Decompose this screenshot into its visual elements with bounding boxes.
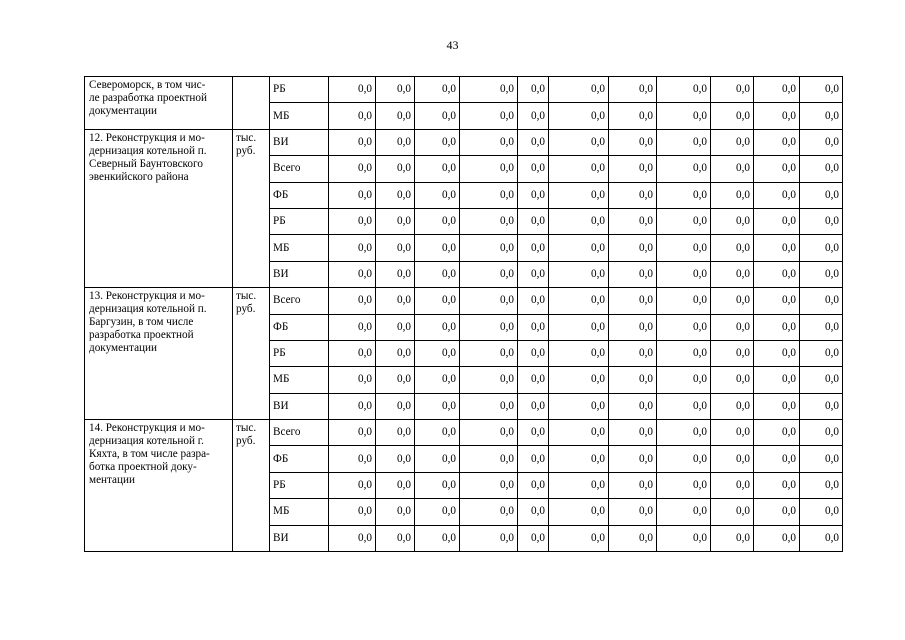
value-cell: 0,0 (609, 393, 657, 419)
value-cell: 0,0 (609, 472, 657, 498)
measure-name-line: эвенкийского района (89, 170, 189, 183)
measure-name-line: 14. Реконструкция и мо- (89, 422, 205, 435)
unit-line: руб. (236, 303, 256, 316)
value-cell: 0,0 (549, 340, 609, 366)
value-cell: 0,0 (518, 129, 549, 155)
value-cell: 0,0 (460, 367, 518, 393)
value-cell: 0,0 (329, 314, 376, 340)
value-cell: 0,0 (711, 393, 754, 419)
value-cell: 0,0 (754, 235, 800, 261)
value-cell: 0,0 (329, 288, 376, 314)
value-cell: 0,0 (609, 261, 657, 287)
value-cell: 0,0 (711, 208, 754, 234)
measure-name-line: ле разработка проектной (89, 92, 207, 104)
value-cell: 0,0 (711, 261, 754, 287)
funding-source-cell: РБ (270, 77, 329, 103)
value-cell: 0,0 (657, 182, 711, 208)
value-cell: 0,0 (329, 393, 376, 419)
value-cell: 0,0 (657, 446, 711, 472)
value-cell: 0,0 (549, 77, 609, 103)
measure-name-line: дернизация котельной п. (89, 303, 207, 316)
funding-source-cell: МБ (270, 367, 329, 393)
value-cell: 0,0 (329, 208, 376, 234)
value-cell: 0,0 (518, 156, 549, 182)
value-cell: 0,0 (329, 525, 376, 551)
value-cell: 0,0 (754, 314, 800, 340)
funding-source-cell: РБ (270, 208, 329, 234)
funding-source-cell: МБ (270, 499, 329, 525)
value-cell: 0,0 (754, 182, 800, 208)
value-cell: 0,0 (549, 420, 609, 446)
value-cell: 0,0 (415, 129, 460, 155)
value-cell: 0,0 (754, 367, 800, 393)
table-row (85, 420, 843, 446)
value-cell: 0,0 (460, 446, 518, 472)
value-cell: 0,0 (376, 446, 415, 472)
value-cell: 0,0 (415, 103, 460, 129)
measure-name-line: 13. Реконструкция и мо- (89, 290, 205, 303)
value-cell: 0,0 (518, 340, 549, 366)
value-cell: 0,0 (376, 340, 415, 366)
value-cell: 0,0 (754, 499, 800, 525)
value-cell: 0,0 (800, 367, 843, 393)
value-cell: 0,0 (754, 420, 800, 446)
value-cell: 0,0 (329, 77, 376, 103)
value-cell: 0,0 (657, 340, 711, 366)
measure-name-cell (85, 420, 233, 552)
value-cell: 0,0 (415, 156, 460, 182)
unit-line: руб. (236, 144, 256, 157)
value-cell: 0,0 (460, 340, 518, 366)
funding-source-cell: ФБ (270, 446, 329, 472)
measure-name-cell (85, 288, 233, 420)
value-cell: 0,0 (609, 367, 657, 393)
value-cell: 0,0 (800, 235, 843, 261)
value-cell: 0,0 (415, 472, 460, 498)
value-cell: 0,0 (711, 420, 754, 446)
value-cell: 0,0 (800, 525, 843, 551)
value-cell: 0,0 (329, 235, 376, 261)
value-cell: 0,0 (549, 103, 609, 129)
value-cell: 0,0 (711, 103, 754, 129)
value-cell: 0,0 (376, 261, 415, 287)
value-cell: 0,0 (800, 261, 843, 287)
value-cell: 0,0 (609, 129, 657, 155)
value-cell: 0,0 (711, 472, 754, 498)
value-cell: 0,0 (754, 261, 800, 287)
value-cell: 0,0 (549, 393, 609, 419)
table-row (85, 129, 843, 155)
value-cell: 0,0 (800, 103, 843, 129)
value-cell: 0,0 (460, 77, 518, 103)
value-cell: 0,0 (460, 499, 518, 525)
value-cell: 0,0 (711, 129, 754, 155)
value-cell: 0,0 (711, 156, 754, 182)
value-cell: 0,0 (376, 367, 415, 393)
funding-source-cell: МБ (270, 235, 329, 261)
value-cell: 0,0 (657, 499, 711, 525)
value-cell: 0,0 (754, 472, 800, 498)
value-cell: 0,0 (518, 208, 549, 234)
value-cell: 0,0 (657, 367, 711, 393)
value-cell: 0,0 (754, 208, 800, 234)
value-cell: 0,0 (609, 288, 657, 314)
value-cell: 0,0 (754, 446, 800, 472)
value-cell: 0,0 (657, 314, 711, 340)
measure-name-line: документации (89, 105, 157, 117)
value-cell: 0,0 (609, 77, 657, 103)
value-cell: 0,0 (376, 156, 415, 182)
unit-cell (233, 420, 270, 552)
value-cell: 0,0 (754, 525, 800, 551)
funding-source-cell: ФБ (270, 314, 329, 340)
measure-name-line: Североморск, в том чис- (89, 79, 206, 91)
value-cell: 0,0 (518, 367, 549, 393)
value-cell: 0,0 (800, 288, 843, 314)
value-cell: 0,0 (609, 420, 657, 446)
value-cell: 0,0 (329, 367, 376, 393)
value-cell: 0,0 (376, 393, 415, 419)
value-cell: 0,0 (460, 393, 518, 419)
measure-name-line: разработка проектной (89, 329, 194, 342)
value-cell: 0,0 (549, 367, 609, 393)
budget-table (84, 76, 843, 552)
value-cell: 0,0 (329, 446, 376, 472)
page-number: 43 (446, 38, 459, 52)
measure-name-line: ботка проектной доку- (89, 461, 197, 474)
measure-name-line: документации (89, 342, 157, 355)
value-cell: 0,0 (800, 156, 843, 182)
value-cell: 0,0 (376, 314, 415, 340)
measure-name-line: Северный Баунтовского (89, 157, 203, 170)
value-cell: 0,0 (754, 393, 800, 419)
value-cell: 0,0 (460, 235, 518, 261)
value-cell: 0,0 (657, 103, 711, 129)
unit-cell (233, 288, 270, 420)
measure-name-line: дернизация котельной г. (89, 435, 204, 448)
value-cell: 0,0 (329, 182, 376, 208)
value-cell: 0,0 (518, 288, 549, 314)
value-cell: 0,0 (376, 103, 415, 129)
value-cell: 0,0 (800, 340, 843, 366)
value-cell: 0,0 (460, 525, 518, 551)
value-cell: 0,0 (415, 261, 460, 287)
value-cell: 0,0 (657, 77, 711, 103)
value-cell: 0,0 (609, 182, 657, 208)
value-cell: 0,0 (711, 367, 754, 393)
value-cell: 0,0 (329, 472, 376, 498)
value-cell: 0,0 (800, 182, 843, 208)
value-cell: 0,0 (754, 156, 800, 182)
value-cell: 0,0 (549, 525, 609, 551)
value-cell: 0,0 (549, 314, 609, 340)
value-cell: 0,0 (609, 446, 657, 472)
value-cell: 0,0 (415, 340, 460, 366)
measure-name-cell (85, 129, 233, 287)
value-cell: 0,0 (329, 103, 376, 129)
funding-source-cell: МБ (270, 103, 329, 129)
value-cell: 0,0 (518, 472, 549, 498)
value-cell: 0,0 (376, 182, 415, 208)
value-cell: 0,0 (711, 340, 754, 366)
value-cell: 0,0 (329, 129, 376, 155)
value-cell: 0,0 (415, 208, 460, 234)
value-cell: 0,0 (415, 393, 460, 419)
value-cell: 0,0 (711, 446, 754, 472)
table-row (85, 77, 843, 103)
measure-name-line: Кяхта, в том числе разра- (89, 448, 210, 461)
value-cell: 0,0 (711, 77, 754, 103)
value-cell: 0,0 (711, 525, 754, 551)
value-cell: 0,0 (657, 129, 711, 155)
value-cell: 0,0 (376, 420, 415, 446)
value-cell: 0,0 (376, 77, 415, 103)
value-cell: 0,0 (711, 182, 754, 208)
value-cell: 0,0 (415, 77, 460, 103)
measure-name-line: Баргузин, в том числе (89, 316, 194, 329)
value-cell: 0,0 (460, 288, 518, 314)
value-cell: 0,0 (460, 129, 518, 155)
value-cell: 0,0 (415, 182, 460, 208)
funding-source-cell: Всего (270, 420, 329, 446)
value-cell: 0,0 (518, 103, 549, 129)
value-cell: 0,0 (329, 156, 376, 182)
value-cell: 0,0 (657, 208, 711, 234)
value-cell: 0,0 (415, 525, 460, 551)
value-cell: 0,0 (376, 208, 415, 234)
value-cell: 0,0 (657, 288, 711, 314)
value-cell: 0,0 (549, 261, 609, 287)
measure-name-line: дернизация котельной п. (89, 144, 207, 157)
value-cell: 0,0 (415, 288, 460, 314)
funding-source-cell: РБ (270, 340, 329, 366)
value-cell: 0,0 (376, 288, 415, 314)
value-cell: 0,0 (800, 420, 843, 446)
value-cell: 0,0 (549, 156, 609, 182)
value-cell: 0,0 (800, 77, 843, 103)
value-cell: 0,0 (518, 446, 549, 472)
value-cell: 0,0 (329, 340, 376, 366)
unit-cell (233, 77, 270, 130)
value-cell: 0,0 (609, 340, 657, 366)
value-cell: 0,0 (657, 156, 711, 182)
value-cell: 0,0 (609, 208, 657, 234)
value-cell: 0,0 (711, 288, 754, 314)
value-cell: 0,0 (518, 261, 549, 287)
value-cell: 0,0 (415, 235, 460, 261)
value-cell: 0,0 (518, 314, 549, 340)
value-cell: 0,0 (518, 393, 549, 419)
funding-source-cell: Всего (270, 156, 329, 182)
value-cell: 0,0 (415, 420, 460, 446)
value-cell: 0,0 (657, 261, 711, 287)
value-cell: 0,0 (609, 235, 657, 261)
value-cell: 0,0 (800, 472, 843, 498)
funding-source-cell: ВИ (270, 525, 329, 551)
value-cell: 0,0 (800, 314, 843, 340)
value-cell: 0,0 (415, 314, 460, 340)
value-cell: 0,0 (609, 314, 657, 340)
value-cell: 0,0 (415, 499, 460, 525)
value-cell: 0,0 (415, 367, 460, 393)
value-cell: 0,0 (549, 182, 609, 208)
unit-line: тыс. (236, 290, 257, 303)
value-cell: 0,0 (549, 499, 609, 525)
value-cell: 0,0 (549, 288, 609, 314)
value-cell: 0,0 (711, 314, 754, 340)
value-cell: 0,0 (460, 103, 518, 129)
funding-source-cell: ВИ (270, 261, 329, 287)
value-cell: 0,0 (460, 314, 518, 340)
value-cell: 0,0 (460, 208, 518, 234)
value-cell: 0,0 (657, 420, 711, 446)
value-cell: 0,0 (754, 340, 800, 366)
value-cell: 0,0 (609, 525, 657, 551)
value-cell: 0,0 (754, 129, 800, 155)
value-cell: 0,0 (518, 525, 549, 551)
unit-line: тыс. (236, 131, 257, 144)
value-cell: 0,0 (754, 77, 800, 103)
value-cell: 0,0 (754, 103, 800, 129)
value-cell: 0,0 (711, 499, 754, 525)
unit-line: тыс. (236, 422, 257, 435)
value-cell: 0,0 (518, 235, 549, 261)
value-cell: 0,0 (329, 261, 376, 287)
funding-source-cell: Всего (270, 288, 329, 314)
table-row (85, 288, 843, 314)
value-cell: 0,0 (518, 499, 549, 525)
value-cell: 0,0 (376, 472, 415, 498)
value-cell: 0,0 (376, 235, 415, 261)
value-cell: 0,0 (549, 472, 609, 498)
value-cell: 0,0 (518, 420, 549, 446)
value-cell: 0,0 (460, 472, 518, 498)
funding-source-cell: РБ (270, 472, 329, 498)
measure-name-line: ментации (89, 474, 135, 487)
value-cell: 0,0 (609, 499, 657, 525)
value-cell: 0,0 (754, 288, 800, 314)
value-cell: 0,0 (800, 208, 843, 234)
value-cell: 0,0 (415, 446, 460, 472)
funding-source-cell: ВИ (270, 393, 329, 419)
value-cell: 0,0 (549, 446, 609, 472)
value-cell: 0,0 (800, 129, 843, 155)
value-cell: 0,0 (460, 261, 518, 287)
value-cell: 0,0 (800, 499, 843, 525)
value-cell: 0,0 (657, 393, 711, 419)
measure-name-cell (85, 77, 233, 130)
value-cell: 0,0 (657, 235, 711, 261)
value-cell: 0,0 (518, 77, 549, 103)
value-cell: 0,0 (518, 182, 549, 208)
value-cell: 0,0 (609, 103, 657, 129)
value-cell: 0,0 (800, 446, 843, 472)
value-cell: 0,0 (329, 420, 376, 446)
value-cell: 0,0 (609, 156, 657, 182)
value-cell: 0,0 (376, 525, 415, 551)
value-cell: 0,0 (376, 499, 415, 525)
value-cell: 0,0 (711, 235, 754, 261)
value-cell: 0,0 (549, 208, 609, 234)
value-cell: 0,0 (549, 129, 609, 155)
value-cell: 0,0 (800, 393, 843, 419)
unit-cell (233, 129, 270, 287)
funding-source-cell: ФБ (270, 182, 329, 208)
value-cell: 0,0 (657, 472, 711, 498)
value-cell: 0,0 (460, 156, 518, 182)
value-cell: 0,0 (460, 182, 518, 208)
value-cell: 0,0 (657, 525, 711, 551)
value-cell: 0,0 (376, 129, 415, 155)
unit-line: руб. (236, 435, 256, 448)
value-cell: 0,0 (549, 235, 609, 261)
value-cell: 0,0 (460, 420, 518, 446)
funding-source-cell: ВИ (270, 129, 329, 155)
value-cell: 0,0 (329, 499, 376, 525)
measure-name-line: 12. Реконструкция и мо- (89, 131, 205, 144)
